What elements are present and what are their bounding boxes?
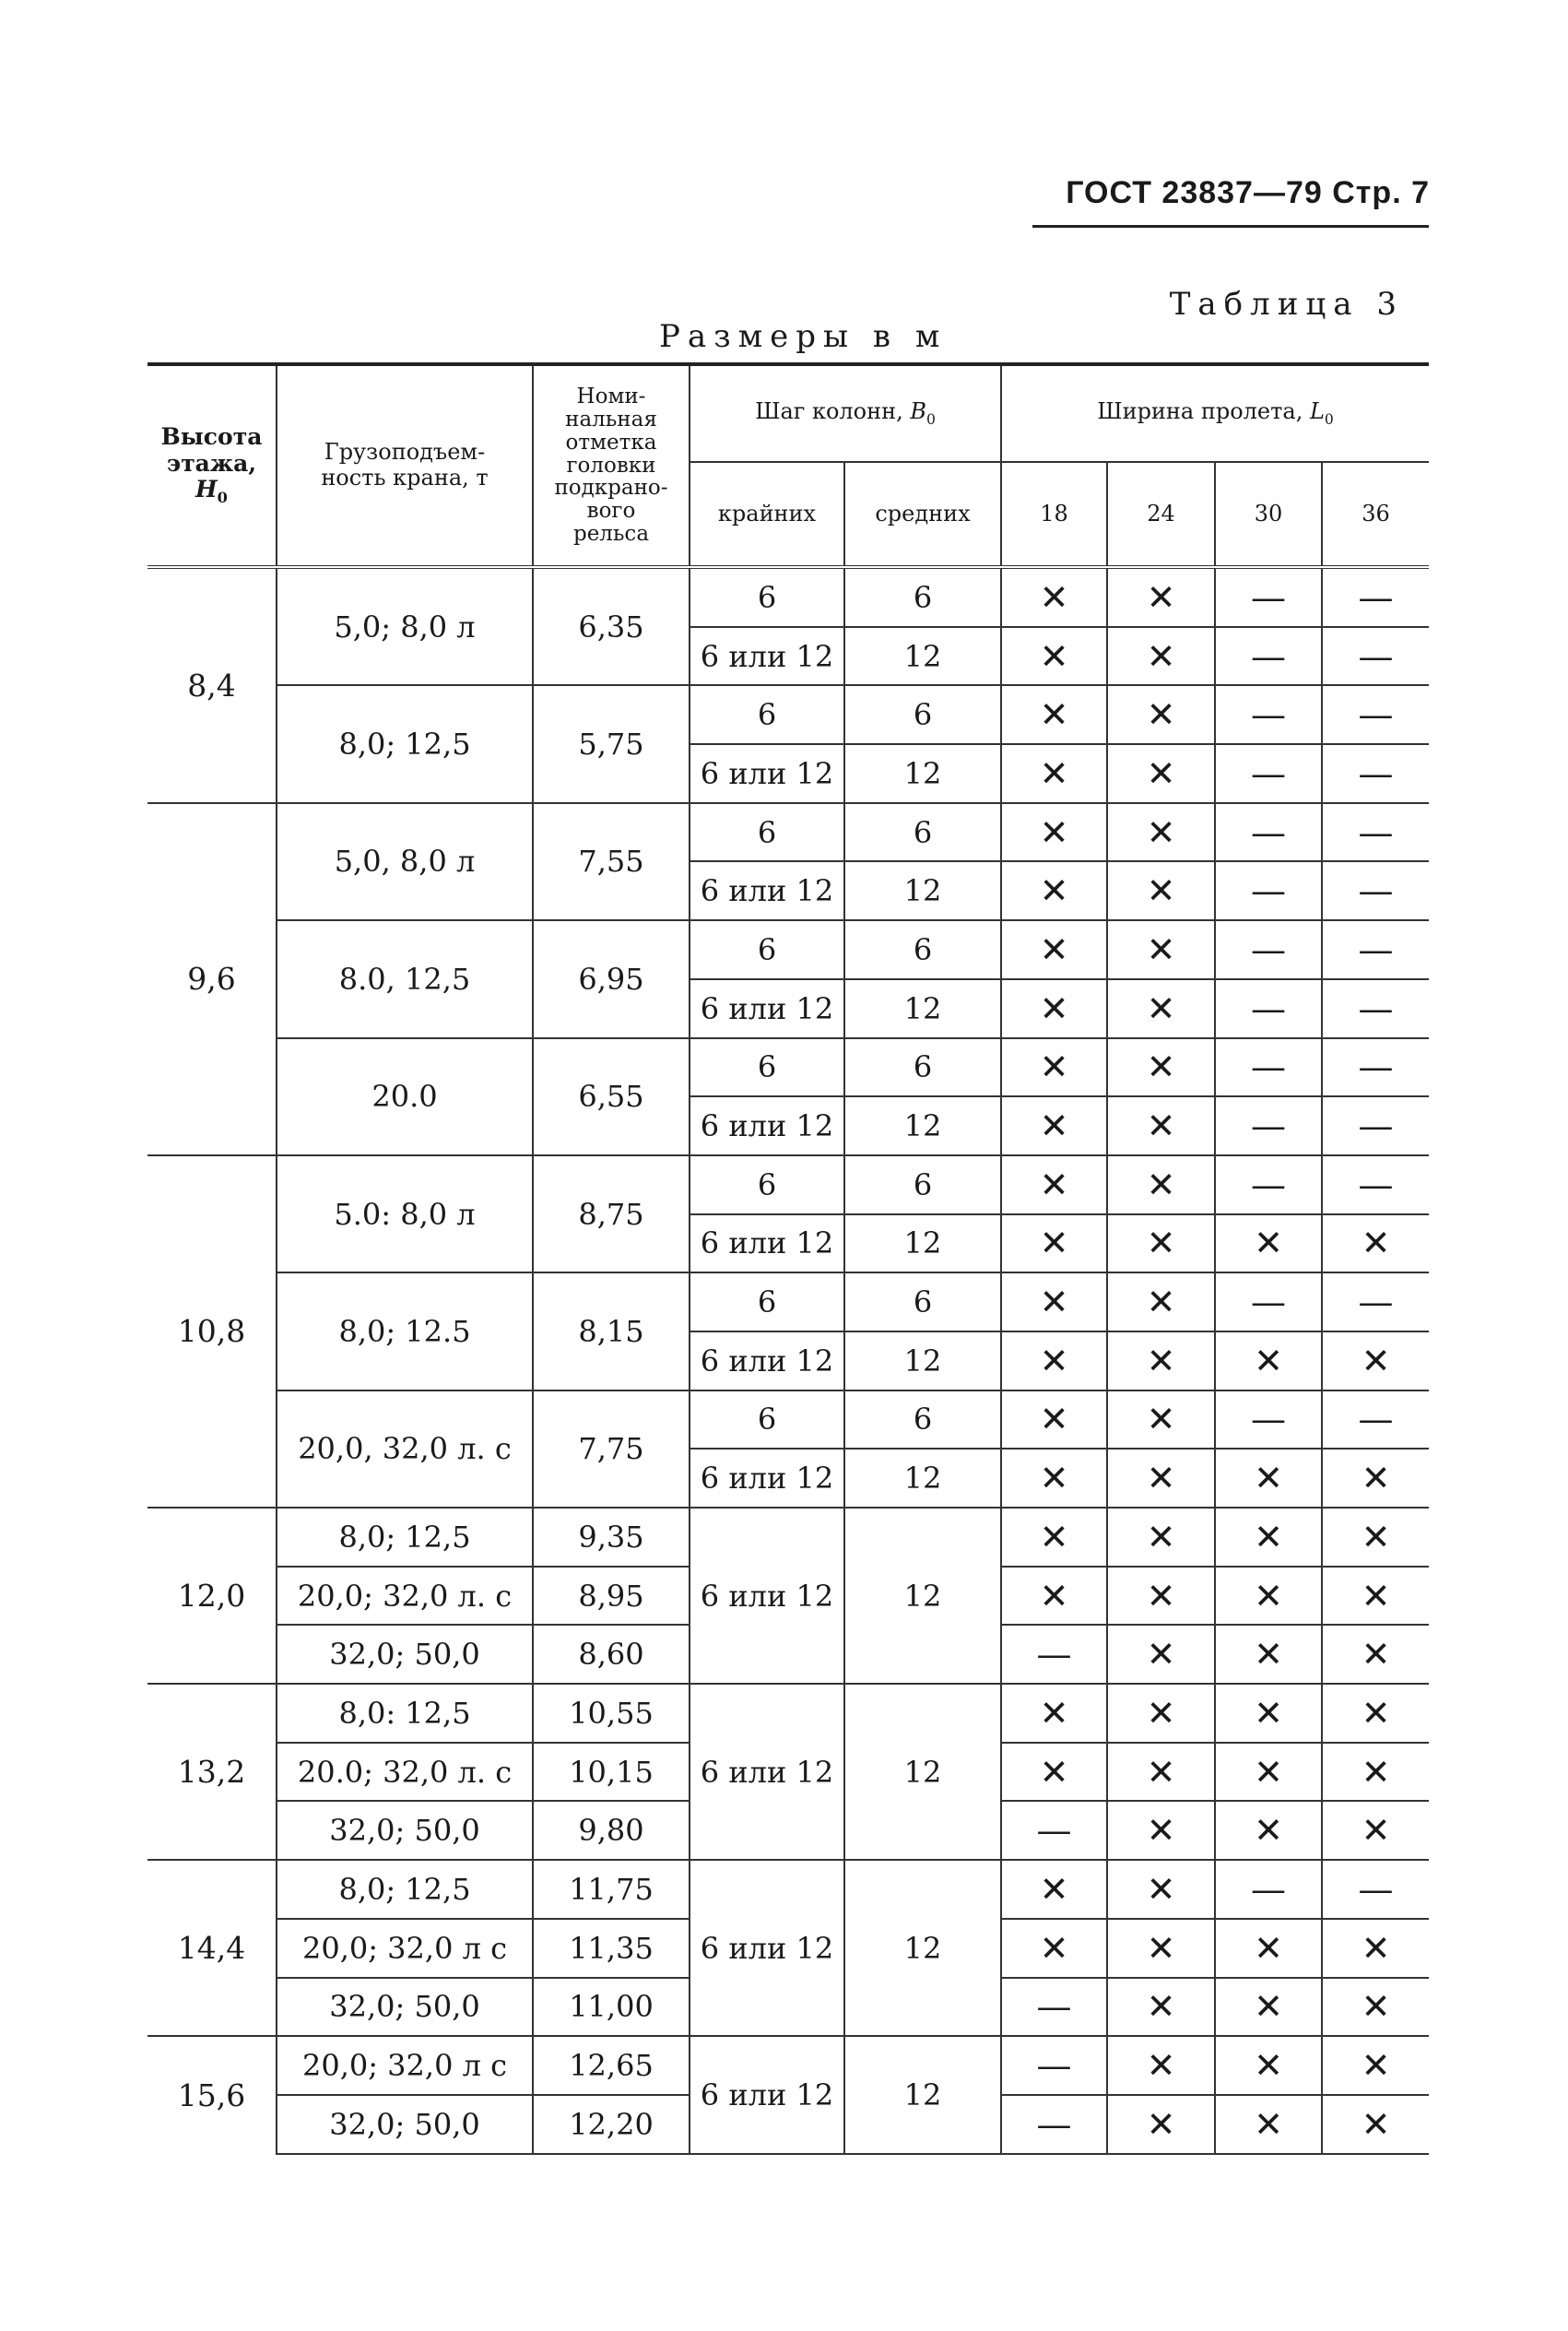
span-mark: —: [1001, 1625, 1107, 1684]
pitch-middle: 12: [844, 1860, 1001, 2036]
rail-level: 6,55: [533, 1038, 690, 1155]
table-row: [147, 567, 1429, 627]
span-mark: ✕: [1322, 1684, 1429, 1743]
table-row: [147, 1508, 1429, 1567]
span-mark: ✕: [1001, 1272, 1107, 1331]
span-mark: ✕: [1001, 627, 1107, 686]
span-mark: ✕: [1107, 744, 1215, 803]
rail-level: 10,55: [533, 1684, 690, 1743]
rail-level: 8,60: [533, 1625, 690, 1684]
span-mark: —: [1001, 1801, 1107, 1860]
span-mark: ✕: [1215, 1449, 1322, 1508]
pitch-middle: 12: [844, 1508, 1001, 1684]
span-mark: ✕: [1322, 1567, 1429, 1626]
span-mark: —: [1322, 1038, 1429, 1097]
crane-capacity: 32,0; 50,0: [277, 1978, 533, 2037]
crane-capacity: 8,0; 12,5: [277, 1508, 533, 1567]
table-name: Таблица 3: [1169, 286, 1404, 323]
span-mark: ✕: [1322, 1978, 1429, 2037]
span-mark: ✕: [1001, 979, 1107, 1038]
span-mark: —: [1322, 744, 1429, 803]
pitch-outer: 6: [690, 685, 844, 744]
span-mark: —: [1215, 861, 1322, 920]
pitch-middle: 12: [844, 627, 1001, 686]
span-mark: ✕: [1322, 1625, 1429, 1684]
span-mark: ✕: [1107, 1625, 1215, 1684]
span-mark: ✕: [1107, 861, 1215, 920]
span-mark: —: [1322, 1272, 1429, 1331]
crane-capacity: 8,0; 12,5: [277, 1860, 533, 1919]
rail-level: 6,95: [533, 920, 690, 1037]
rail-level: 8,95: [533, 1567, 690, 1626]
crane-capacity: 20,0; 32,0 л с: [277, 2036, 533, 2095]
pitch-middle: 12: [844, 2036, 1001, 2153]
crane-capacity: 32,0; 50,0: [277, 1625, 533, 1684]
pitch-middle: 12: [844, 744, 1001, 803]
span-mark: ✕: [1001, 1919, 1107, 1978]
span-mark: —: [1215, 1272, 1322, 1331]
table-row: [147, 1860, 1429, 1919]
span-mark: ✕: [1107, 1743, 1215, 1802]
span-mark: ✕: [1107, 567, 1215, 627]
span-mark: —: [1215, 1038, 1322, 1097]
span-mark: ✕: [1001, 803, 1107, 862]
col-pitch-outer: крайних: [690, 462, 844, 567]
pitch-outer: 6: [690, 1155, 844, 1214]
rail-level: 11,00: [533, 1978, 690, 2037]
rail-level: 11,35: [533, 1919, 690, 1978]
pitch-outer: 6 или 12: [690, 1214, 844, 1273]
pitch-outer: 6: [690, 1038, 844, 1097]
span-mark: ✕: [1001, 744, 1107, 803]
span-mark: ✕: [1322, 2036, 1429, 2095]
span-mark: ✕: [1001, 1567, 1107, 1626]
span-mark: —: [1215, 1155, 1322, 1214]
span-mark: —: [1322, 861, 1429, 920]
crane-capacity: 5.0: 8,0 л: [277, 1155, 533, 1272]
page-header: ГОСТ 23837—79 Стр. 7: [1066, 175, 1430, 210]
table-body: [147, 567, 1429, 2154]
span-mark: ✕: [1215, 1684, 1322, 1743]
crane-capacity: 8.0, 12,5: [277, 920, 533, 1037]
crane-capacity: 8,0; 12,5: [277, 685, 533, 802]
rail-level: 9,80: [533, 1801, 690, 1860]
col-column-pitch: Шаг колонн, $B_0$: [690, 364, 1001, 462]
crane-capacity: 32,0; 50,0: [277, 2095, 533, 2154]
pitch-middle: 12: [844, 861, 1001, 920]
floor-height: 9,6: [147, 803, 277, 1155]
crane-capacity: 32,0; 50,0: [277, 1801, 533, 1860]
span-mark: ✕: [1322, 1508, 1429, 1567]
table-row: [147, 2036, 1429, 2095]
span-mark: ✕: [1322, 1801, 1429, 1860]
span-mark: ✕: [1322, 2095, 1429, 2154]
table-row: [147, 685, 1429, 744]
span-mark: —: [1215, 744, 1322, 803]
pitch-outer: 6 или 12: [690, 1508, 844, 1684]
pitch-middle: 6: [844, 1390, 1001, 1449]
span-mark: ✕: [1215, 1625, 1322, 1684]
floor-height: 15,6: [147, 2036, 277, 2153]
pitch-middle: 12: [844, 1214, 1001, 1273]
pitch-middle: 6: [844, 803, 1001, 862]
span-mark: ✕: [1215, 2095, 1322, 2154]
table-row: [147, 1038, 1429, 1097]
table-row: [147, 920, 1429, 979]
crane-capacity: 20,0; 32,0 л с: [277, 1919, 533, 1978]
rail-level: 12,20: [533, 2095, 690, 2154]
pitch-outer: 6 или 12: [690, 627, 844, 686]
rail-level: 7,75: [533, 1390, 690, 1508]
floor-height: 13,2: [147, 1684, 277, 1860]
span-mark: ✕: [1107, 1860, 1215, 1919]
span-mark: ✕: [1107, 1684, 1215, 1743]
pitch-outer: 6: [690, 1390, 844, 1449]
pitch-outer: 6 или 12: [690, 861, 844, 920]
span-mark: ✕: [1215, 1801, 1322, 1860]
col-capacity: Грузоподъем- ность крана, т: [277, 364, 533, 567]
span-mark: ✕: [1107, 1567, 1215, 1626]
crane-capacity: 5,0; 8,0 л: [277, 567, 533, 685]
crane-capacity: 20,0, 32,0 л. с: [277, 1390, 533, 1508]
span-mark: ✕: [1001, 1684, 1107, 1743]
pitch-outer: 6 или 12: [690, 979, 844, 1038]
span-mark: —: [1215, 979, 1322, 1038]
pitch-middle: 12: [844, 1096, 1001, 1155]
rail-level: 6,35: [533, 567, 690, 685]
span-mark: ✕: [1001, 920, 1107, 979]
span-mark: ✕: [1001, 1508, 1107, 1567]
pitch-middle: 12: [844, 1684, 1001, 1860]
floor-height: 12,0: [147, 1508, 277, 1684]
pitch-middle: 12: [844, 1331, 1001, 1390]
crane-capacity: 20.0: [277, 1038, 533, 1155]
table-row: [147, 1155, 1429, 1214]
crane-capacity: 20.0; 32,0 л. с: [277, 1743, 533, 1802]
pitch-middle: 6: [844, 567, 1001, 627]
span-mark: —: [1322, 1390, 1429, 1449]
span-mark: ✕: [1001, 567, 1107, 627]
span-mark: ✕: [1001, 1449, 1107, 1508]
span-mark: ✕: [1215, 1567, 1322, 1626]
span-mark: ✕: [1107, 1038, 1215, 1097]
rail-level: 11,75: [533, 1860, 690, 1919]
span-mark: ✕: [1107, 1096, 1215, 1155]
span-mark: —: [1322, 685, 1429, 744]
span-mark: ✕: [1107, 1272, 1215, 1331]
span-mark: ✕: [1215, 1919, 1322, 1978]
col-rail-level: Номи- нальная отметка головки подкрано- вого рельса: [533, 364, 690, 567]
span-mark: —: [1215, 567, 1322, 627]
col-span-18: 18: [1001, 462, 1107, 567]
span-mark: —: [1215, 1860, 1322, 1919]
span-mark: ✕: [1107, 1449, 1215, 1508]
pitch-outer: 6 или 12: [690, 1331, 844, 1390]
span-mark: —: [1215, 1096, 1322, 1155]
span-mark: —: [1215, 920, 1322, 979]
span-mark: ✕: [1107, 1801, 1215, 1860]
span-mark: ✕: [1001, 1331, 1107, 1390]
rail-level: 8,15: [533, 1272, 690, 1390]
span-mark: ✕: [1001, 861, 1107, 920]
rail-level: 12,65: [533, 2036, 690, 2095]
crane-capacity: 8,0: 12,5: [277, 1684, 533, 1743]
span-mark: —: [1215, 803, 1322, 862]
span-mark: —: [1322, 627, 1429, 686]
span-mark: ✕: [1215, 1214, 1322, 1273]
span-mark: ✕: [1215, 1331, 1322, 1390]
span-mark: ✕: [1001, 1214, 1107, 1273]
span-mark: ✕: [1001, 1743, 1107, 1802]
pitch-outer: 6 или 12: [690, 2036, 844, 2153]
span-mark: ✕: [1107, 803, 1215, 862]
span-mark: —: [1322, 979, 1429, 1038]
rail-level: 9,35: [533, 1508, 690, 1567]
span-mark: ✕: [1001, 1390, 1107, 1449]
table-row: [147, 1272, 1429, 1331]
col-span-24: 24: [1107, 462, 1215, 567]
span-mark: ✕: [1001, 1860, 1107, 1919]
span-mark: ✕: [1107, 2036, 1215, 2095]
pitch-middle: 12: [844, 979, 1001, 1038]
span-mark: ✕: [1215, 1508, 1322, 1567]
span-mark: ✕: [1107, 685, 1215, 744]
pitch-middle: 12: [844, 1449, 1001, 1508]
span-mark: ✕: [1001, 1096, 1107, 1155]
pitch-outer: 6: [690, 1272, 844, 1331]
span-mark: —: [1215, 1390, 1322, 1449]
col-span-width: Ширина пролета, $L_0$: [1001, 364, 1429, 462]
span-mark: —: [1322, 567, 1429, 627]
span-mark: —: [1001, 2095, 1107, 2154]
span-mark: —: [1001, 1978, 1107, 2037]
pitch-outer: 6: [690, 567, 844, 627]
span-mark: ✕: [1322, 1919, 1429, 1978]
pitch-outer: 6: [690, 803, 844, 862]
col-pitch-middle: средних: [844, 462, 1001, 567]
pitch-outer: 6 или 12: [690, 744, 844, 803]
span-mark: ✕: [1001, 685, 1107, 744]
header-rule: [1032, 225, 1429, 228]
pitch-outer: 6 или 12: [690, 1449, 844, 1508]
table-row: [147, 1684, 1429, 1743]
pitch-outer: 6: [690, 920, 844, 979]
span-mark: ✕: [1322, 1331, 1429, 1390]
col-height: Высота этажа, $H_0$: [147, 364, 277, 567]
span-mark: ✕: [1107, 1331, 1215, 1390]
table-row: [147, 1390, 1429, 1449]
floor-height: 8,4: [187, 667, 236, 704]
span-mark: —: [1322, 1096, 1429, 1155]
pitch-middle: 6: [844, 1038, 1001, 1097]
span-mark: ✕: [1107, 1214, 1215, 1273]
table-row: [147, 803, 1429, 862]
span-mark: ✕: [1107, 1508, 1215, 1567]
pitch-middle: 6: [844, 1155, 1001, 1214]
span-mark: ✕: [1107, 920, 1215, 979]
span-mark: ✕: [1322, 1449, 1429, 1508]
span-mark: —: [1215, 627, 1322, 686]
span-mark: ✕: [1001, 1038, 1107, 1097]
rail-level: 10,15: [533, 1743, 690, 1802]
span-mark: —: [1322, 1155, 1429, 1214]
floor-height: 14,4: [147, 1860, 277, 2036]
span-mark: ✕: [1107, 1978, 1215, 2037]
pitch-middle: 6: [844, 920, 1001, 979]
floor-height: 10,8: [147, 1155, 277, 1508]
pitch-middle: 6: [844, 685, 1001, 744]
rail-level: 7,55: [533, 803, 690, 920]
rail-level: 5,75: [533, 685, 690, 802]
rail-level: 8,75: [533, 1155, 690, 1272]
crane-capacity: 8,0; 12.5: [277, 1272, 533, 1390]
span-mark: ✕: [1107, 1390, 1215, 1449]
span-mark: ✕: [1322, 1743, 1429, 1802]
col-span-30: 30: [1215, 462, 1322, 567]
span-mark: ✕: [1107, 1155, 1215, 1214]
span-mark: —: [1215, 685, 1322, 744]
span-mark: —: [1322, 920, 1429, 979]
col-span-36: 36: [1322, 462, 1429, 567]
pitch-outer: 6 или 12: [690, 1096, 844, 1155]
span-mark: ✕: [1215, 1978, 1322, 2037]
span-mark: ✕: [1001, 1155, 1107, 1214]
pitch-outer: 6 или 12: [690, 1860, 844, 2036]
crane-capacity: 5,0, 8,0 л: [277, 803, 533, 920]
span-mark: ✕: [1107, 1919, 1215, 1978]
crane-dimensions-table: [147, 362, 1429, 2155]
span-mark: ✕: [1215, 2036, 1322, 2095]
units-caption: Размеры в м: [659, 318, 948, 355]
pitch-outer: 6 или 12: [690, 1684, 844, 1860]
span-mark: ✕: [1107, 2095, 1215, 2154]
span-mark: ✕: [1107, 979, 1215, 1038]
span-mark: ✕: [1322, 1214, 1429, 1273]
span-mark: ✕: [1215, 1743, 1322, 1802]
span-mark: ✕: [1107, 627, 1215, 686]
crane-capacity: 20,0; 32,0 л. с: [277, 1567, 533, 1626]
span-mark: —: [1001, 2036, 1107, 2095]
span-mark: —: [1322, 1860, 1429, 1919]
span-mark: —: [1322, 803, 1429, 862]
pitch-middle: 6: [844, 1272, 1001, 1331]
